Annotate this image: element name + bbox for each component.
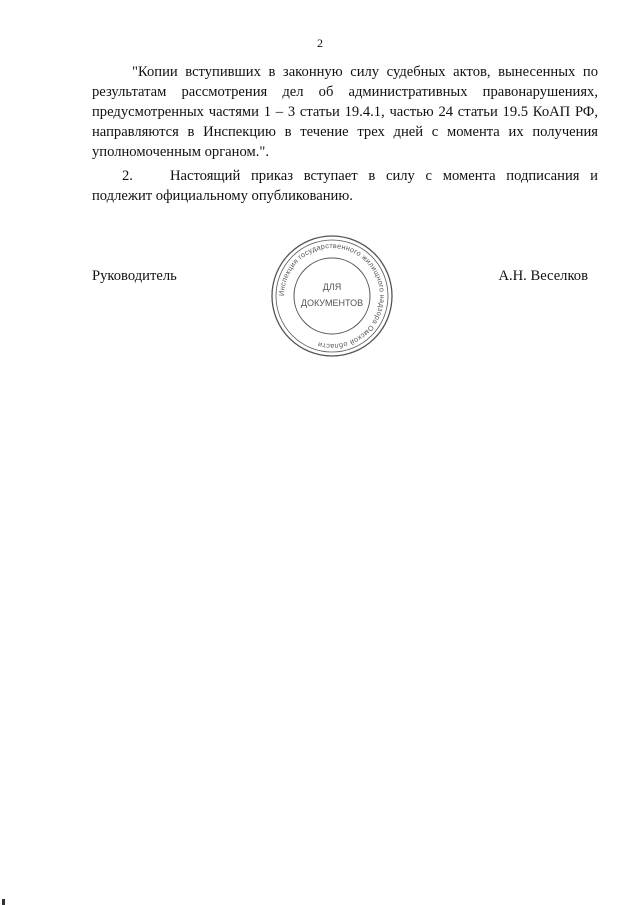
item-2-paragraph: 2. Настоящий приказ вступает в силу с момента подписания и подлежит официальному опубликованию. xyxy=(92,168,598,204)
signature-title: Руководитель xyxy=(92,268,177,284)
signature-name: А.Н. Веселков xyxy=(498,268,588,284)
quote-paragraph: "Копии вступивших в законную силу судебных актов, вынесенных по результатам рассмотрения дел об административных правонарушениях, предусмотренных частями 1 – 3 статьи 19.4.1, частью 24 статьи 19.5 КоАП РФ, направляются в Инспекцию в течение трех дней с момента их получения уполномоченным органом.". xyxy=(92,64,598,160)
svg-text:Инспекция государственного жил: Инспекция государственного жилищного надзора Омской области xyxy=(276,240,388,352)
scan-corner-mark xyxy=(2,899,5,905)
stamp-center-line-1: ДЛЯ xyxy=(322,282,342,292)
stamp-center-line-2: ДОКУМЕНТОВ xyxy=(300,298,364,308)
page-number: 2 xyxy=(317,36,323,50)
round-stamp-icon xyxy=(268,232,396,360)
item-2-text: Настоящий приказ вступает в силу с момента подписания и подлежит официальному опубликованию. xyxy=(92,168,598,204)
